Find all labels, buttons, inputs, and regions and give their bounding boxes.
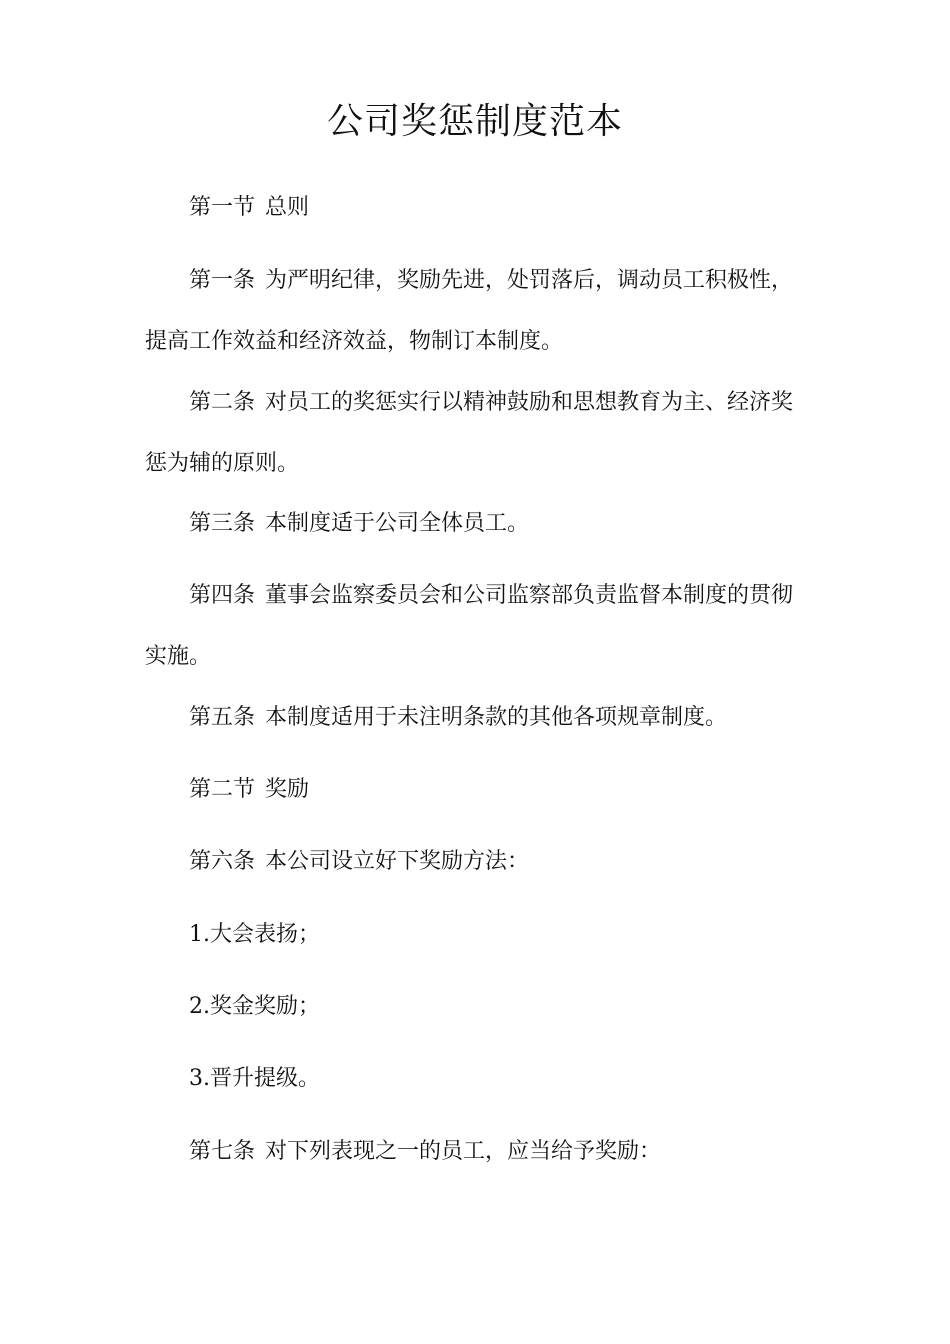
list-item xyxy=(145,1048,810,1109)
paragraph-label: 第七条 xyxy=(189,1139,256,1164)
paragraph-text: 本公司设立好下奖励方法： xyxy=(265,849,530,874)
section-heading xyxy=(145,177,810,238)
paragraph-label: 第四条 xyxy=(189,583,256,608)
paragraph-text: 奖励 xyxy=(265,777,310,802)
paragraph-text: 总则 xyxy=(265,195,310,220)
list-item xyxy=(145,904,810,965)
section-heading xyxy=(145,759,810,820)
article-paragraph xyxy=(145,493,810,554)
paragraph-label: 第三条 xyxy=(189,511,256,536)
article-paragraph xyxy=(145,687,810,748)
paragraph-text: 3.晋升提级。 xyxy=(189,1066,320,1091)
paragraph-text: 本制度适用于未注明条款的其他各项规章制度。 xyxy=(265,705,728,730)
paragraph-label: 第一条 xyxy=(189,268,256,293)
article-paragraph xyxy=(145,372,810,494)
paragraph-label: 第五条 xyxy=(189,705,256,730)
paragraph-text: 为严明纪律，奖励先进，处罚落后，调动员工积极性，提高工作效益和经济效益，物制订本制度。 xyxy=(145,268,794,354)
paragraph-text: 1.大会表扬； xyxy=(189,922,320,947)
paragraph-text: 董事会监察委员会和公司监察部负责监督本制度的贯彻实施。 xyxy=(145,583,794,669)
article-paragraph xyxy=(145,250,810,372)
list-item xyxy=(145,976,810,1037)
article-paragraph xyxy=(145,831,810,892)
paragraph-text: 2.奖金奖励； xyxy=(189,994,320,1019)
article-paragraph xyxy=(145,565,810,687)
paragraph-text: 对下列表现之一的员工，应当给予奖励： xyxy=(265,1139,662,1164)
paragraph-text: 本制度适于公司全体员工。 xyxy=(265,511,530,536)
paragraph-label: 第二节 xyxy=(189,777,256,802)
paragraph-text: 对员工的奖惩实行以精神鼓励和思想教育为主、经济奖惩为辅的原则。 xyxy=(145,390,794,476)
paragraph-label: 第六条 xyxy=(189,849,256,874)
document-title: 公司奖惩制度范本 xyxy=(326,101,623,142)
paragraph-label: 第二条 xyxy=(189,390,256,415)
paragraph-label: 第一节 xyxy=(189,195,256,220)
article-paragraph xyxy=(145,1121,810,1182)
